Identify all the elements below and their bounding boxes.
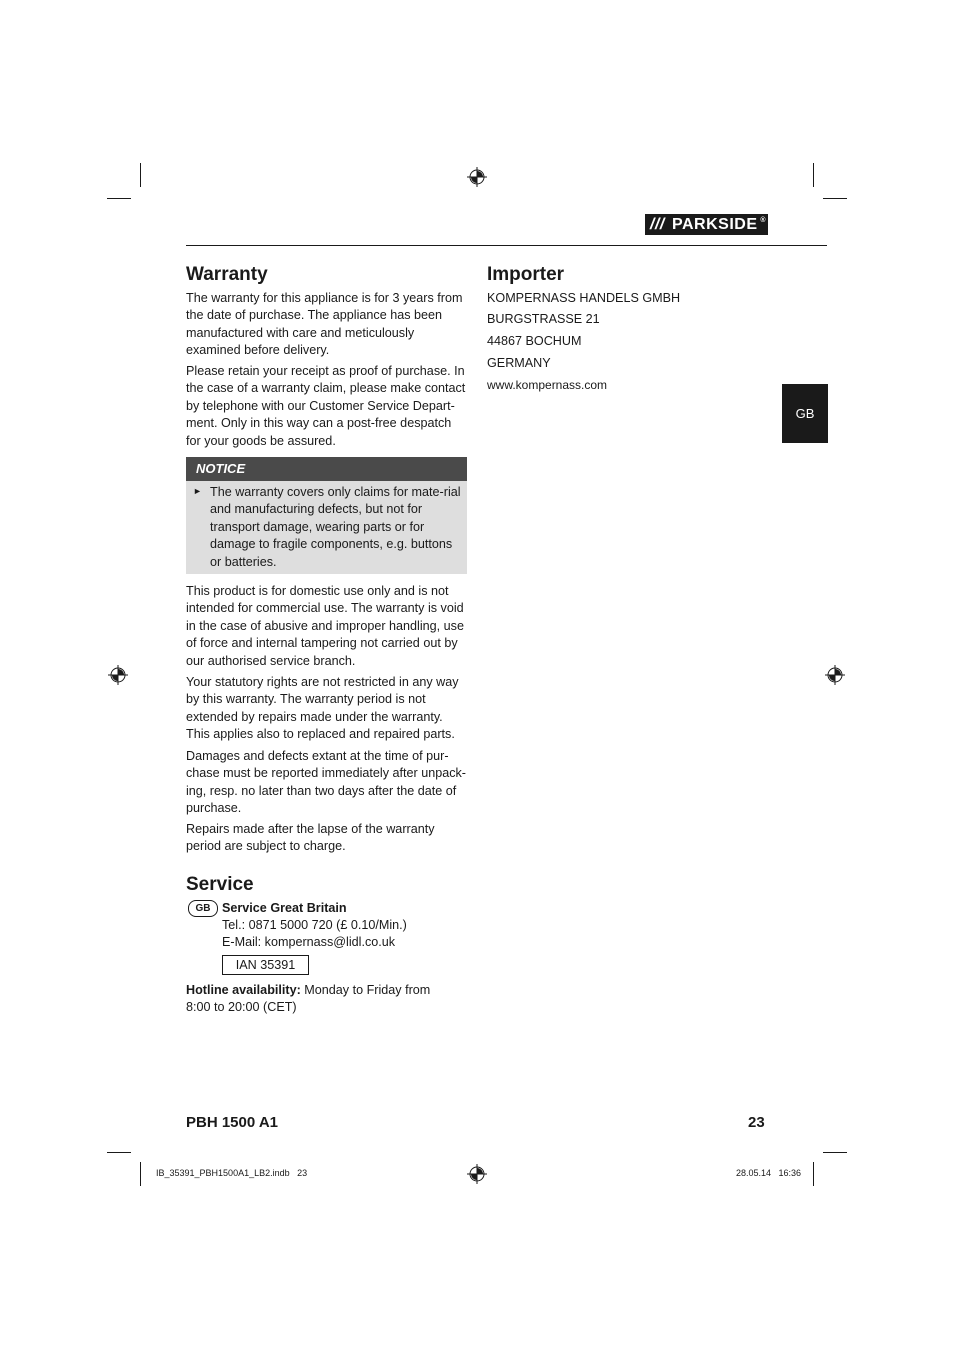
slug-file: IB_35391_PBH1500A1_LB2.indb 23 bbox=[156, 1168, 308, 1178]
warranty-paragraph: Repairs made after the lapse of the warranty period are subject to charge. bbox=[186, 822, 435, 854]
page-number: 23 bbox=[748, 1114, 765, 1131]
crop-mark bbox=[813, 1162, 814, 1186]
service-email: E-Mail: kompernass@lidl.co.uk bbox=[222, 935, 396, 949]
warranty-paragraph: Damages and defects extant at the time of pur-chase must be reported immediately after unpack-ing, resp. no later than two days after the date of purchase. bbox=[186, 749, 466, 816]
warranty-paragraph: Please retain your receipt as proof of purchase. In the case of a warranty claim, please make contact by telephone with our Customer Service Depart-ment. Only in this way can a post-free despatch for your goods be assured. bbox=[186, 364, 466, 448]
registration-mark-icon bbox=[467, 167, 487, 187]
crop-mark bbox=[107, 1152, 131, 1153]
registration-mark-icon bbox=[825, 665, 845, 685]
slug-date: 28.05.14 16:36 bbox=[736, 1168, 802, 1178]
hotline-line bbox=[186, 982, 430, 999]
importer-website[interactable]: www.kompernass.com bbox=[487, 378, 608, 392]
logo-wordmark: PARKSIDE bbox=[672, 216, 758, 233]
importer-city: 44867 BOCHUM bbox=[487, 334, 582, 348]
service-phone: Tel.: 0871 5000 720 (£ 0.10/Min.) bbox=[222, 918, 407, 932]
crop-mark bbox=[823, 1152, 847, 1153]
crop-mark bbox=[140, 163, 141, 187]
warranty-heading: Warranty bbox=[186, 264, 268, 285]
notice-header: NOTICE bbox=[186, 457, 467, 481]
ian-number: IAN 35391 bbox=[222, 955, 309, 975]
header-rule bbox=[186, 245, 827, 246]
service-heading: Service bbox=[186, 874, 254, 895]
hotline-value: Monday to Friday from bbox=[300, 983, 431, 997]
country-badge: GB bbox=[188, 900, 218, 917]
bullet-arrow-icon: ► bbox=[193, 486, 202, 496]
hotline-label: Hotline availability: bbox=[186, 983, 301, 997]
registration-mark-icon bbox=[467, 1164, 487, 1184]
logo-slashes: /// bbox=[650, 216, 665, 233]
importer-country: GERMANY bbox=[487, 356, 551, 370]
crop-mark bbox=[107, 198, 131, 199]
hotline-hours: 8:00 to 20:00 (CET) bbox=[186, 1000, 297, 1014]
language-tab: GB bbox=[782, 384, 828, 443]
notice-box bbox=[186, 481, 467, 574]
importer-heading: Importer bbox=[487, 264, 565, 285]
warranty-paragraph: This product is for domestic use only and is not intended for commercial use. The warranty is void in the case of abusive and improper handling, use of force and internal tampering not carried out by our authorised service branch. bbox=[186, 584, 464, 668]
parkside-logo bbox=[645, 214, 768, 235]
warranty-paragraph: The warranty for this appliance is for 3 years from the date of purchase. The appliance has been manufactured with care and meticulously examined before delivery. bbox=[186, 291, 463, 358]
notice-text: The warranty covers only claims for mate-rial and manufacturing defects, but not for transport damage, wearing parts or for damage to fragile components, e.g. buttons or batteries. bbox=[210, 485, 461, 569]
registered-mark: ® bbox=[760, 217, 766, 224]
importer-street: BURGSTRASSE 21 bbox=[487, 312, 600, 326]
model-number: PBH 1500 A1 bbox=[186, 1114, 278, 1131]
crop-mark bbox=[813, 163, 814, 187]
crop-mark bbox=[823, 198, 847, 199]
registration-mark-icon bbox=[108, 665, 128, 685]
service-title: Service Great Britain bbox=[222, 901, 347, 915]
importer-company: KOMPERNASS HANDELS GMBH bbox=[487, 291, 681, 305]
warranty-paragraph: Your statutory rights are not restricted in any way by this warranty. The warranty period is not extended by repairs made under the warranty. This applies also to replaced and repaired parts. bbox=[186, 675, 459, 742]
crop-mark bbox=[140, 1162, 141, 1186]
